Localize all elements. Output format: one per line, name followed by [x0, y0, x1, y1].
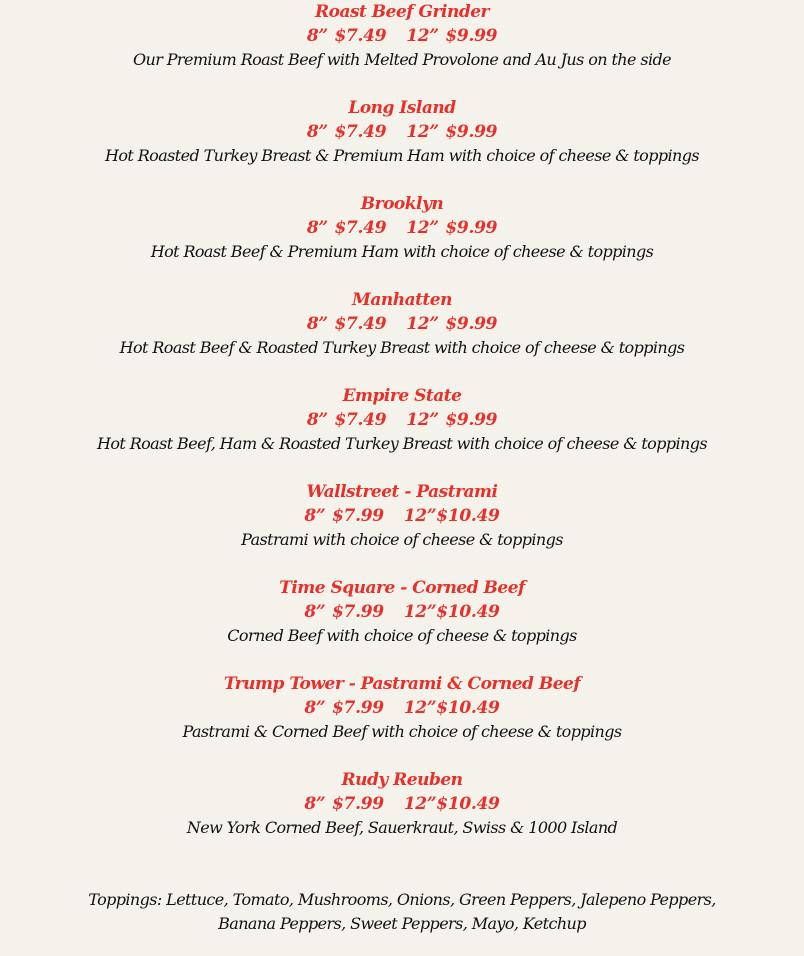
item-description: Our Premium Roast Beef with Melted Provolone and Au Jus on the side	[133, 50, 671, 69]
item-name: Long Island	[348, 98, 456, 118]
item-prices	[0, 504, 804, 528]
item-prices	[0, 600, 804, 624]
menu-item-manhatten	[0, 288, 804, 360]
toppings-line-2: Banana Peppers, Sweet Peppers, Mayo, Ketchup	[218, 914, 586, 933]
item-prices	[0, 312, 804, 336]
menu-item-time-square-corned-beef	[0, 576, 804, 648]
price-8-inch: 8” $7.99	[304, 506, 384, 526]
item-description: Hot Roasted Turkey Breast & Premium Ham with choice of cheese & toppings	[105, 146, 699, 165]
price-8-inch: 8” $7.49	[306, 218, 387, 238]
item-description: New York Corned Beef, Sauerkraut, Swiss & 1000 Island	[186, 818, 618, 837]
item-description: Hot Roast Beef, Ham & Roasted Turkey Breast with choice of cheese & toppings	[97, 434, 707, 453]
item-description: Pastrami with choice of cheese & toppings	[241, 530, 563, 549]
price-8-inch: 8” $7.49	[306, 26, 387, 46]
item-prices	[0, 696, 804, 720]
price-12-inch: 12” $9.99	[406, 218, 498, 238]
toppings-line-1: Toppings: Lettuce, Tomato, Mushrooms, Onions, Green Peppers, Jalepeno Peppers,	[88, 890, 716, 909]
price-8-inch: 8” $7.99	[304, 602, 384, 622]
menu-item-roast-beef-grinder	[0, 0, 804, 72]
price-8-inch: 8” $7.49	[306, 122, 387, 142]
toppings-note	[0, 888, 804, 936]
price-12-inch: 12” $9.99	[406, 314, 498, 334]
item-name: Time Square - Corned Beef	[279, 578, 525, 598]
item-description: Corned Beef with choice of cheese & toppings	[227, 626, 577, 645]
item-name: Wallstreet - Pastrami	[306, 482, 498, 502]
item-description: Hot Roast Beef & Premium Ham with choice of cheese & toppings	[150, 242, 654, 261]
menu-item-trump-tower	[0, 672, 804, 744]
price-12-inch: 12”$10.49	[403, 602, 500, 622]
menu-item-long-island	[0, 96, 804, 168]
item-prices	[0, 792, 804, 816]
item-description: Hot Roast Beef & Roasted Turkey Breast with choice of cheese & toppings	[119, 338, 685, 357]
item-name: Rudy Reuben	[341, 770, 463, 790]
price-8-inch: 8” $7.49	[306, 410, 387, 430]
price-8-inch: 8” $7.49	[306, 314, 387, 334]
item-prices	[0, 216, 804, 240]
item-name: Brooklyn	[360, 194, 444, 214]
price-12-inch: 12” $9.99	[406, 122, 498, 142]
item-description: Pastrami & Corned Beef with choice of cheese & toppings	[182, 722, 622, 741]
item-name: Roast Beef Grinder	[314, 2, 489, 22]
price-12-inch: 12” $9.99	[406, 410, 498, 430]
menu-item-wallstreet-pastrami	[0, 480, 804, 552]
price-12-inch: 12”$10.49	[403, 506, 500, 526]
price-12-inch: 12” $9.99	[406, 26, 498, 46]
item-name: Empire State	[342, 386, 462, 406]
price-8-inch: 8” $7.99	[304, 698, 384, 718]
price-12-inch: 12”$10.49	[403, 794, 500, 814]
menu-item-brooklyn	[0, 192, 804, 264]
menu-item-empire-state	[0, 384, 804, 456]
price-12-inch: 12”$10.49	[403, 698, 500, 718]
item-name: Manhatten	[352, 290, 452, 310]
item-prices	[0, 24, 804, 48]
price-8-inch: 8” $7.99	[304, 794, 384, 814]
item-prices	[0, 120, 804, 144]
item-name: Trump Tower - Pastrami & Corned Beef	[223, 674, 581, 694]
menu-item-rudy-reuben	[0, 768, 804, 840]
item-prices	[0, 408, 804, 432]
